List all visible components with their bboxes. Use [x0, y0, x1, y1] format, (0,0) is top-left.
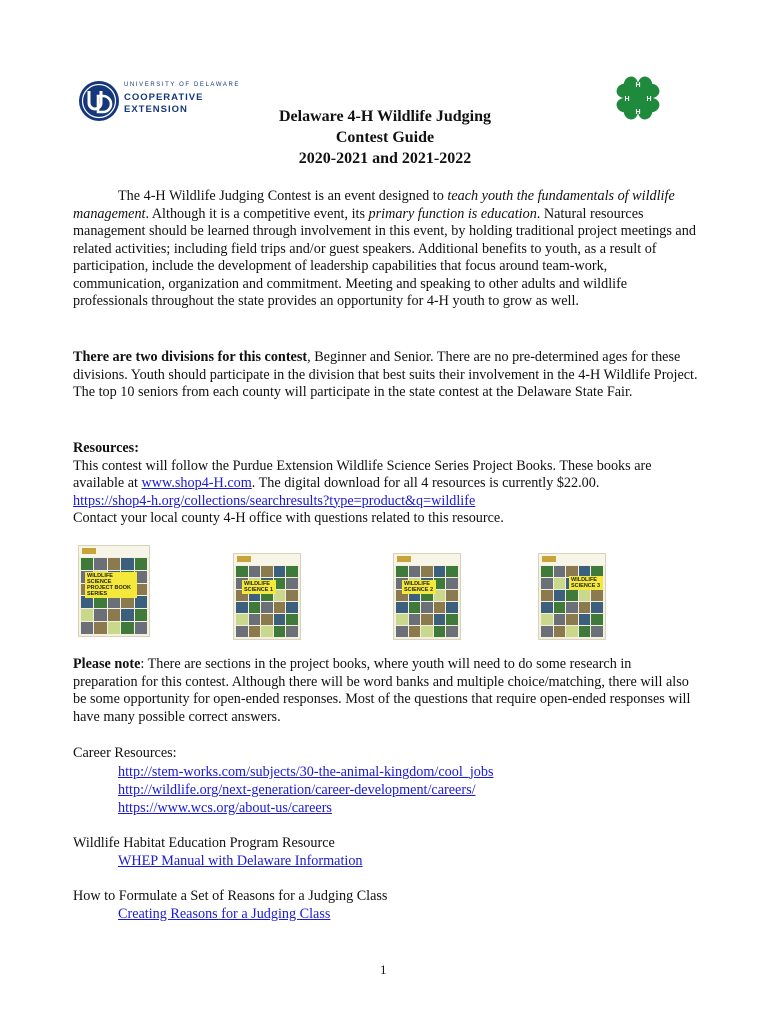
- ud-seal-icon: [78, 80, 120, 122]
- career-heading: Career Resources:: [73, 745, 177, 761]
- intro-italic-b: teach youth the fundamentals of wildlife management: [73, 188, 675, 222]
- shop4h-search-link[interactable]: https://shop4-h.org/collections/searchresults?type=product&q=wildlife: [73, 492, 476, 509]
- resources-heading: Resources:: [73, 440, 139, 456]
- title-line-1: Delaware 4-H Wildlife Judging: [278, 108, 491, 125]
- ud-extension-text: EXTENSION: [124, 104, 188, 115]
- svg-text:H: H: [646, 96, 652, 103]
- note-paragraph: [73, 656, 698, 726]
- divisions-text: , Beginner and Senior. There are no pre-determined ages for these divisions. Youth should participate in the division that best suits their involvement in the 4-H Wildlife Project. The top 10 seniors from each county will participate in the state contest at the Delaware State Fair.: [73, 349, 698, 400]
- svg-text:H: H: [624, 96, 630, 103]
- svg-text:H: H: [635, 109, 641, 116]
- intro-text-a: The 4-H Wildlife Judging Contest is an event designed to: [118, 188, 448, 204]
- page-number: 1: [380, 962, 387, 977]
- document-title: [240, 106, 530, 169]
- book-cover-1: [233, 553, 301, 640]
- note-bold: Please note: [73, 656, 141, 672]
- whep-heading: Wildlife Habitat Education Program Resource: [73, 835, 335, 851]
- book-cover-series: [78, 545, 150, 637]
- intro-italic-d: primary function is education: [368, 205, 537, 222]
- note-text: : There are sections in the project books, where youth will need to do some research in preparation for this contest. Although there will be word banks and multiple choice/matching, there will also be some opportunity for open-ended responses. Most of the questions that require open-ended responses will have many possible correct answers.: [73, 656, 691, 725]
- resources-text-1b: . The digital download for all 4 resources is currently $22.00.: [251, 475, 600, 491]
- intro-text-c: . Although it is a competitive event, its: [145, 205, 369, 222]
- reasons-heading: How to Formulate a Set of Reasons for a Judging Class: [73, 888, 388, 904]
- divisions-paragraph: [73, 349, 698, 402]
- divisions-bold: There are two divisions for this contest: [73, 349, 308, 365]
- intro-text-e: . Natural resources management should be learned through involvement in this event, by holding traditional project meetings and related activities; including field trips and/or guest speakers. Additional benefits to youth, as a result of participation, include the development of leadership capabilities that focus around team-work, communication, organization and commitment. Meeting and speaking to other adults and wildlife professionals throughout the state provides an opportunity for 4-H youth to grow as well.: [73, 205, 696, 309]
- svg-text:H: H: [635, 82, 641, 89]
- book-cover-2: [393, 553, 461, 640]
- ud-cooperative-text: COOPERATIVE: [124, 92, 204, 103]
- resources-text-1: This contest will follow the Purdue Extension Wildlife Science Series Project Books. These books are available at: [73, 457, 652, 491]
- career-link-wcs[interactable]: https://www.wcs.org/about-us/careers: [118, 800, 332, 816]
- resources-body: [73, 458, 698, 493]
- ud-university-text: UNIVERSITY OF DELAWARE: [124, 82, 240, 88]
- resources-section: [73, 440, 698, 528]
- title-line-3: 2020-2021 and 2021-2022: [298, 150, 472, 167]
- book-label-3: WILDLIFE SCIENCE 3: [569, 576, 603, 590]
- ud-extension-logo: [78, 80, 240, 126]
- book-cover-3: [538, 553, 606, 640]
- title-line-2: Contest Guide: [335, 129, 435, 146]
- 4h-clover-icon: [612, 72, 664, 126]
- book-label-2: WILDLIFE SCIENCE 2: [402, 580, 436, 594]
- book-label-1: WILDLIFE SCIENCE 1: [242, 580, 276, 594]
- creating-reasons-link[interactable]: Creating Reasons for a Judging Class: [118, 906, 331, 922]
- career-link-wildlife-org[interactable]: http://wildlife.org/next-generation/career-development/careers/: [118, 782, 476, 798]
- resources-contact: Contact your local county 4-H office with questions related to this resource.: [73, 510, 504, 526]
- whep-manual-link[interactable]: WHEP Manual with Delaware Information: [118, 853, 363, 869]
- intro-paragraph: [73, 188, 698, 311]
- shop4h-link[interactable]: www.shop4-H.com: [141, 475, 252, 491]
- book-label-0: WILDLIFE SCIENCE PROJECT BOOK SERIES: [85, 572, 137, 598]
- career-link-stemworks[interactable]: http://stem-works.com/subjects/30-the-animal-kingdom/cool_jobs: [118, 764, 494, 780]
